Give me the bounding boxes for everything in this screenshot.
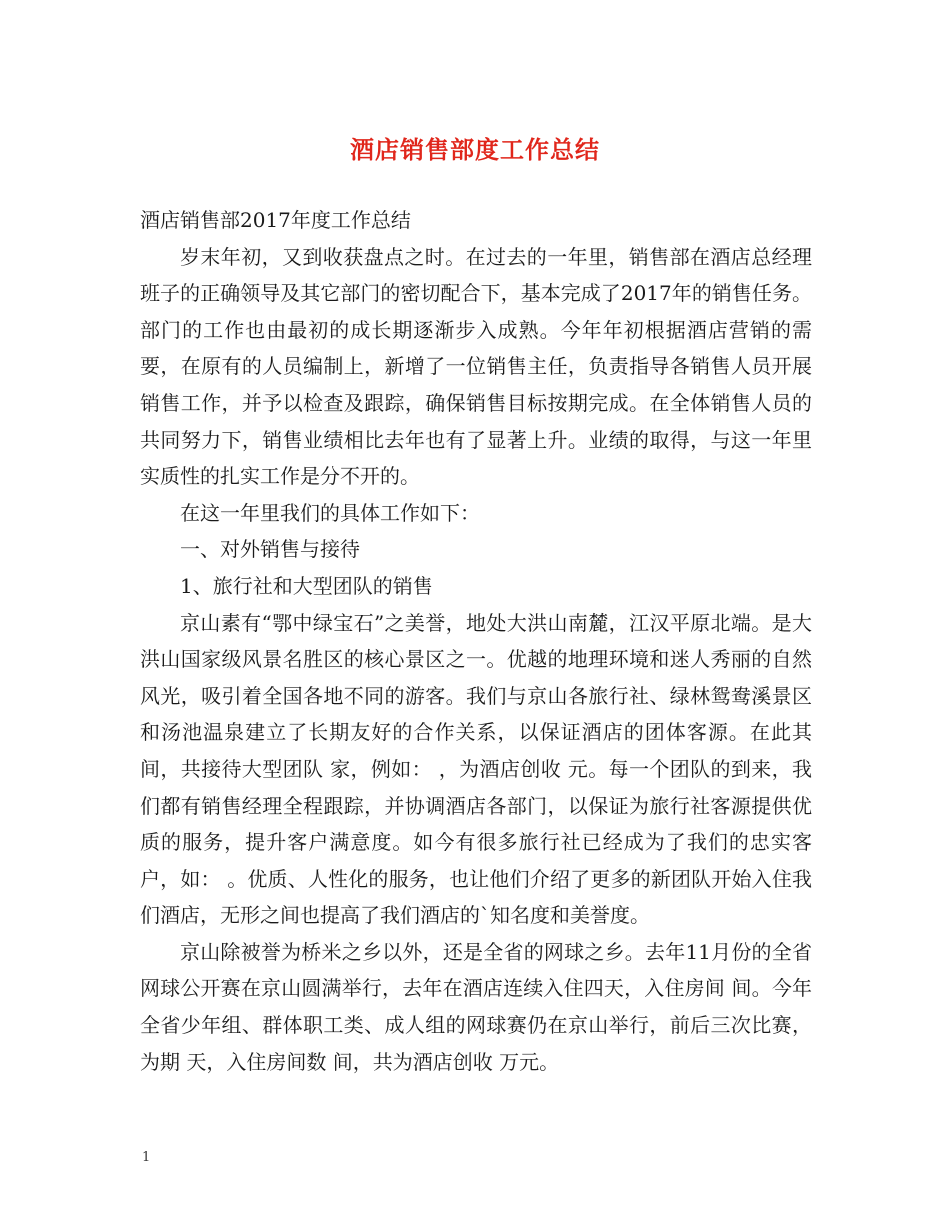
- document-body: [140, 202, 812, 1080]
- paragraph-intro: 岁末年初，又到收获盘点之时。在过去的一年里，销售部在酒店总经理班子的正确领导及其它部门的密切配合下，基本完成了2017年的销售任务。部门的工作也由最初的成长期逐渐步入成熟。今年年初根据酒店营销的需要，在原有的人员编制上，新增了一位销售主任，负责指导各销售人员开展销售工作，并予以检查及跟踪，确保销售目标按期完成。在全体销售人员的共同努力下，销售业绩相比去年也有了显著上升。业绩的取得，与这一年里实质性的扎实工作是分不开的。: [140, 244, 812, 489]
- page-number: 1: [142, 1150, 151, 1165]
- paragraph-jingshan-tourism: 京山素有“鄂中绿宝石”之美誉，地处大洪山南麓，江汉平原北端。是大洪山国家级风景名胜区的核心景区之一。优越的地理环境和迷人秀丽的自然风光，吸引着全国各地不同的游客。我们与京山各旅行社、绿林鸳鸯溪景区和汤池温泉建立了长期友好的合作关系，以保证酒店的团体客源。在此其间，共接待大型团队 家，例如： ，为酒店创收 元。每一个团队的到来，我们都有销售经理全程跟踪，并协调酒店各部门，以保证为旅行社客源提供优质的服务，提升客户满意度。如今有很多旅行社已经成为了我们的忠实客户，如： 。优质、人性化的服务，也让他们介绍了更多的新团队开始入住我们酒店，无形之间也提高了我们酒店的`知名度和美誉度。: [140, 610, 812, 928]
- subsection-heading-travel-agency: 1、旅行社和大型团队的销售: [180, 573, 433, 598]
- document-title: 酒店销售部度工作总结: [350, 135, 600, 164]
- paragraph-work-list-intro: 在这一年里我们的具体工作如下：: [180, 500, 480, 525]
- paragraph-tennis-events: 京山除被誉为桥米之乡以外，还是全省的网球之乡。去年11月份的全省网球公开赛在京山圆满举行，去年在酒店连续入住四天，入住房间 间。今年全省少年组、群体职工类、成人组的网球赛仍在京山举行，前后三次比赛，为期 天，入住房间数 间，共为酒店创收 万元。: [140, 939, 812, 1074]
- section-heading-external-sales: 一、对外销售与接待: [180, 537, 360, 562]
- document-subtitle: 酒店销售部2017年度工作总结: [140, 208, 411, 232]
